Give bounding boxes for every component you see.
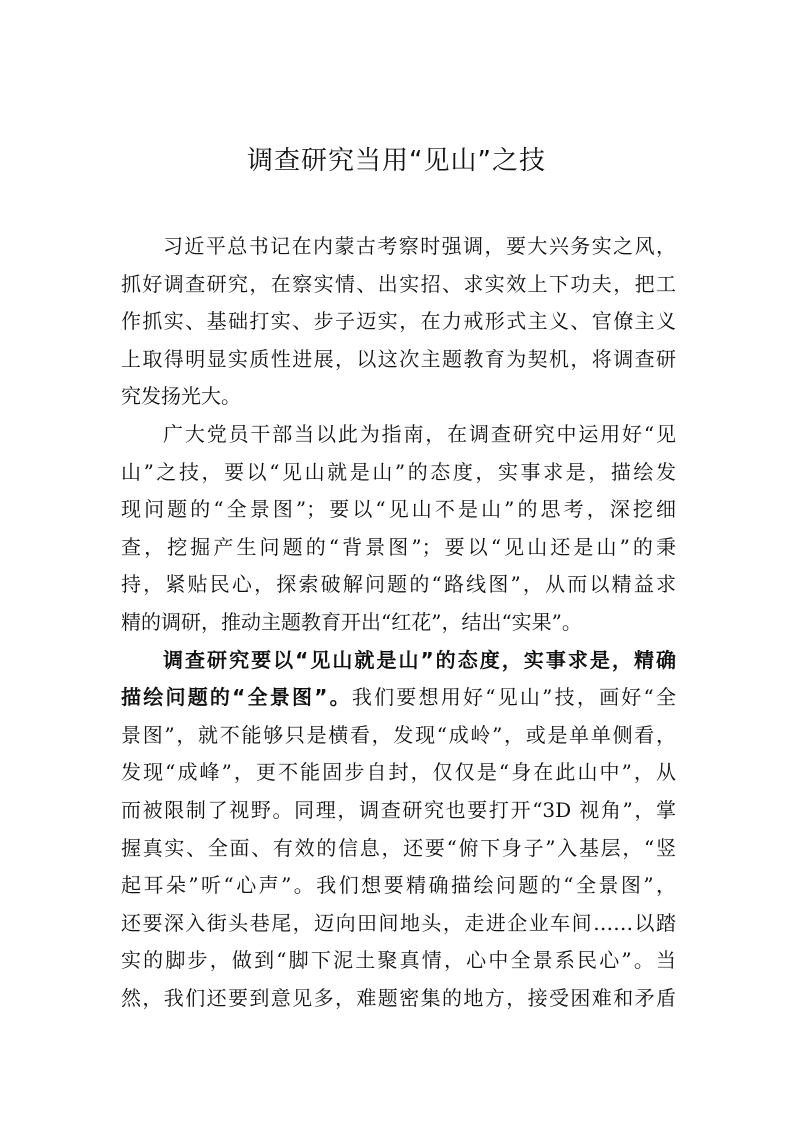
text-line: 还要深入街头巷尾，迈向田间地头，走进企业车间……以踏 (121, 910, 676, 935)
text-line: 究发扬光大。 (121, 384, 241, 409)
text-line: 广大党员干部当以此为指南，在调查研究中运用好“见 (163, 421, 676, 446)
paragraph-1 (121, 228, 676, 416)
paragraph-2 (121, 416, 676, 642)
paragraph-3 (121, 642, 676, 1018)
text-line: 精的调研，推动主题教育开出“红花”，结出“实果”。 (121, 609, 582, 634)
document-body (121, 228, 676, 1017)
text-line: 而被限制了视野。同理，调查研究也要打开“3D 视角”，掌 (121, 797, 676, 822)
text-line: 查，挖掘产生问题的“背景图”；要以“见山还是山”的秉 (121, 534, 676, 559)
text-line: 习近平总书记在内蒙古考察时强调，要大兴务实之风， (163, 234, 676, 258)
text-segment: 我们要想用好“见山”技，画好“全 (351, 685, 676, 710)
text-line: 持，紧贴民心，探索破解问题的“路线图”，从而以精益求 (121, 572, 676, 597)
text-line: 景图”，就不能够只是横看，发现“成岭”，或是单单侧看， (121, 722, 676, 747)
bold-heading-line: 调查研究要以“见山就是山”的态度，实事求是，精确 (163, 647, 676, 672)
text-line: 握真实、全面、有效的信息，还要“俯下身子”入基层，“竖 (121, 835, 676, 860)
text-line: 起耳朵”听“心声”。我们想要精确描绘问题的“全景图”， (121, 873, 676, 898)
text-line: 作抓实、基础打实、步子迈实，在力戒形式主义、官僚主义 (121, 309, 676, 334)
text-line: 然，我们还要到意见多，难题密集的地方，接受困难和矛盾 (121, 985, 676, 1010)
document-title: 调查研究当用“见山”之技 (247, 146, 546, 176)
text-line: 山”之技，要以“见山就是山”的态度，实事求是，描绘发 (121, 459, 676, 484)
text-line (121, 679, 676, 717)
text-line: 发现“成峰”，更不能固步自封，仅仅是“身在此山中”，从 (121, 760, 676, 785)
bold-heading-end: 描绘问题的“全景图”。 (121, 685, 352, 710)
text-line: 现问题的“全景图”；要以“见山不是山”的思考，深挖细 (121, 497, 676, 522)
text-line: 实的脚步，做到“脚下泥土聚真情，心中全景系民心”。当 (121, 948, 676, 973)
text-line: 上取得明显实质性进展，以这次主题教育为契机，将调查研 (121, 346, 676, 371)
text-line: 抓好调查研究，在察实情、出实招、求实效上下功夫，把工 (121, 271, 676, 296)
